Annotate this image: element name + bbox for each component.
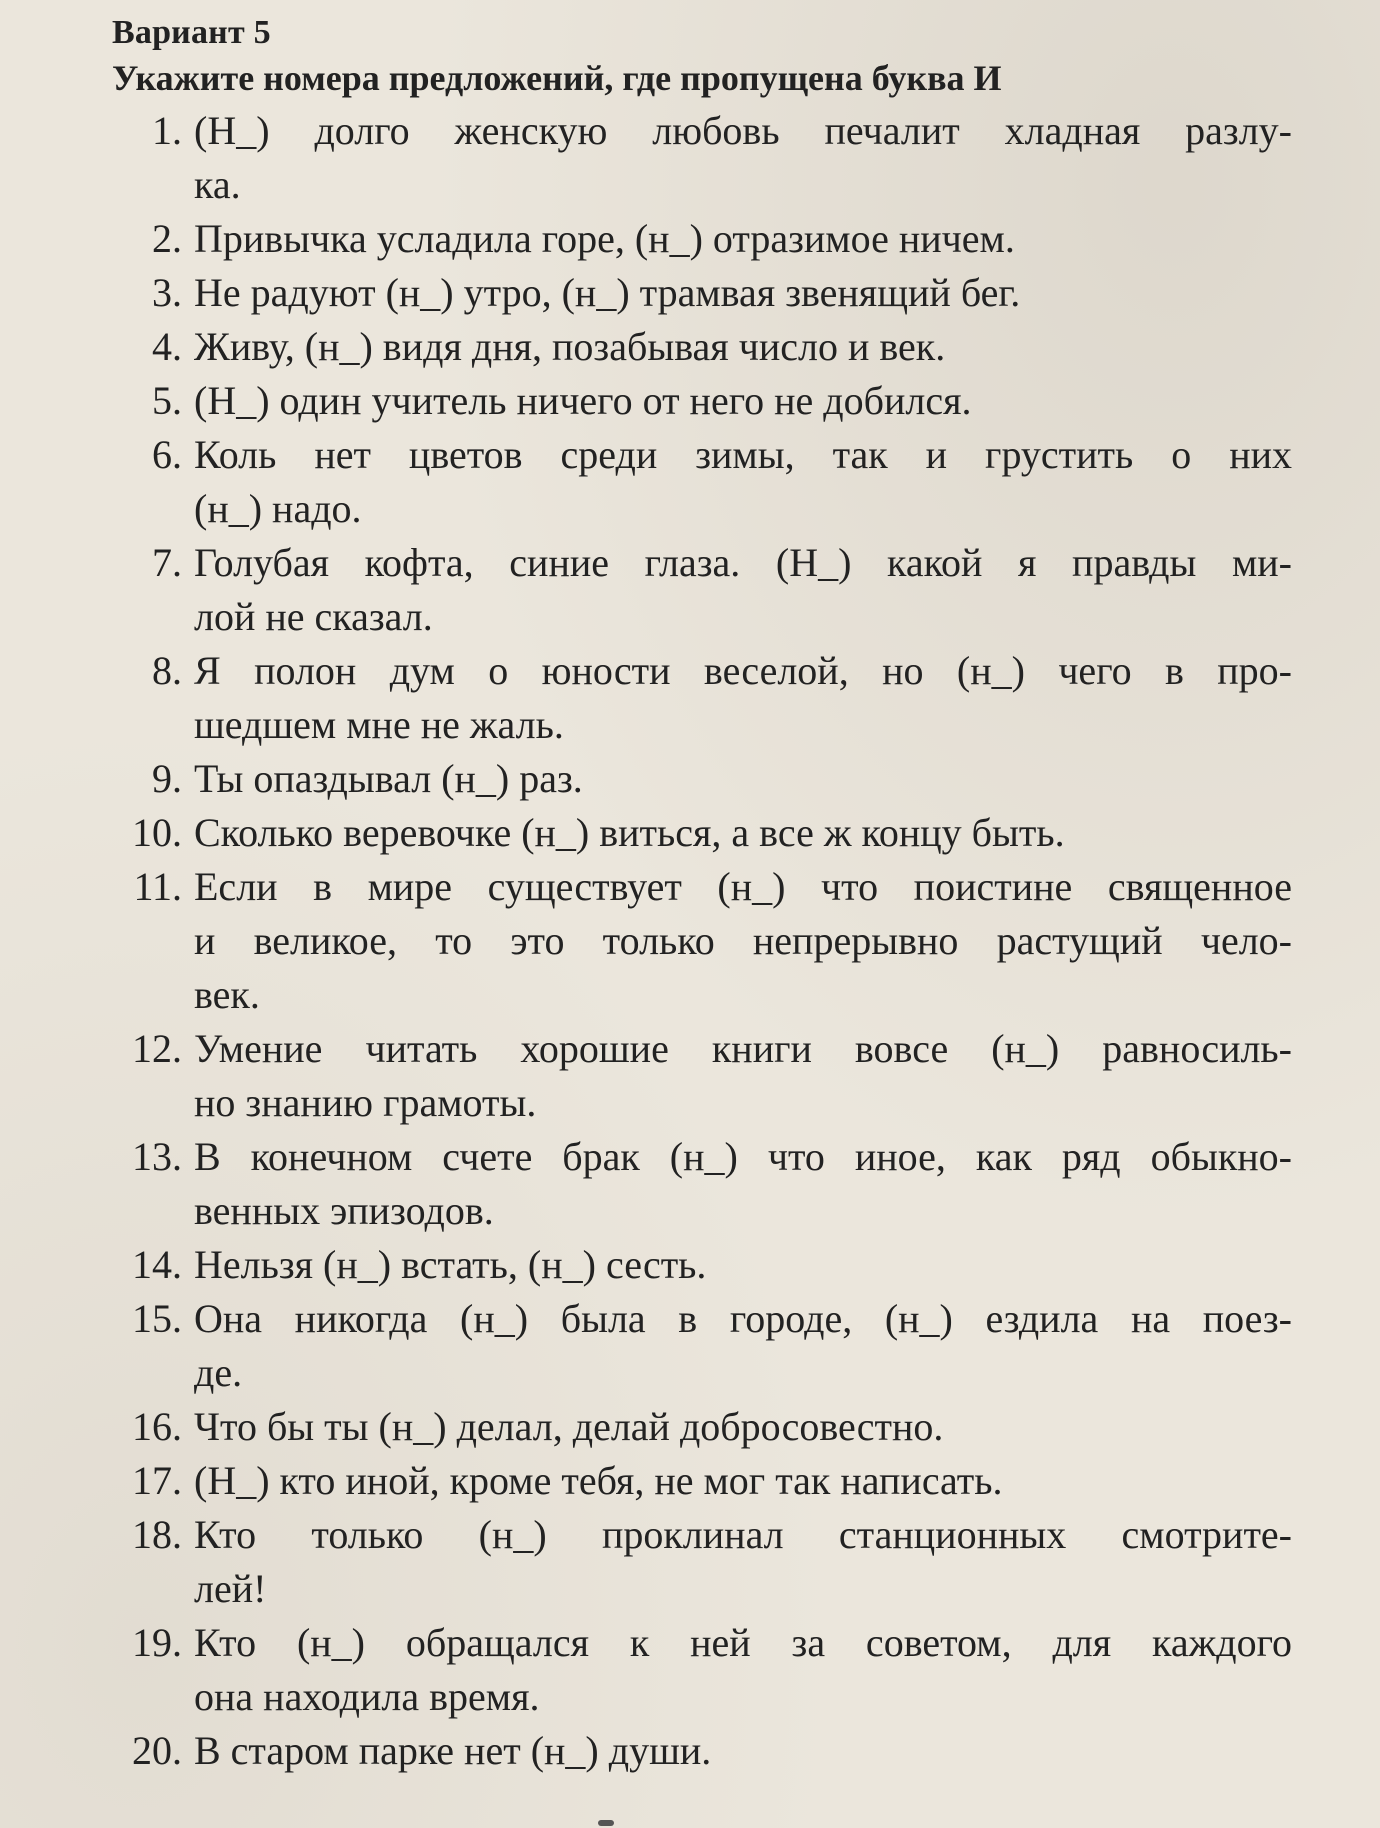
sentence-line: Она никогда (н_) была в городе, (н_) ездила на поез- — [194, 1296, 1292, 1341]
sentence-line: Нельзя (н_) встать, (н_) сесть. — [194, 1242, 707, 1287]
sentence-number: 11. — [133, 864, 182, 909]
sentence-item — [112, 860, 1292, 1022]
sentence-number: 12. — [132, 1026, 182, 1071]
sentence-text — [182, 428, 1292, 536]
sentence-line: Умение читать хорошие книги вовсе (н_) равносиль- — [194, 1026, 1292, 1071]
sentence-text — [182, 860, 1292, 1022]
sentence-number: 2. — [152, 216, 182, 261]
sentence-line: век. — [194, 972, 260, 1017]
sentence-number: 8. — [152, 648, 182, 693]
sentence-line: лой не сказал. — [194, 594, 433, 639]
sentence-line: Голубая кофта, синие глаза. (Н_) какой я правды ми- — [194, 540, 1292, 585]
sentence-line: Что бы ты (н_) делал, делай добросовестно. — [194, 1404, 944, 1449]
sentence-text — [182, 1724, 1292, 1778]
sentence-number: 4. — [152, 324, 182, 369]
sentence-line: В конечном счете брак (н_) что иное, как ряд обыкно- — [194, 1134, 1292, 1179]
sentence-line: де. — [194, 1350, 243, 1395]
sentence-text — [182, 1238, 1292, 1292]
sentence-number: 16. — [132, 1404, 182, 1449]
sentence-item — [112, 1508, 1292, 1616]
sentence-line: Привычка усладила горе, (н_) отразимое ничем. — [194, 216, 1015, 261]
sentence-item — [112, 752, 1292, 806]
sentence-line: Живу, (н_) видя дня, позабывая число и век. — [194, 324, 946, 369]
sentence-text — [182, 320, 1292, 374]
sentence-line: (Н_) кто иной, кроме тебя, не мог так написать. — [194, 1458, 1003, 1503]
variant-heading: Вариант 5 — [112, 14, 271, 51]
page-number-mark — [598, 1820, 614, 1826]
sentence-item — [112, 374, 1292, 428]
sentence-text — [182, 644, 1292, 752]
sentence-item — [112, 1292, 1292, 1400]
sentence-number: 1. — [152, 108, 182, 153]
sentence-line: она находила время. — [194, 1674, 540, 1719]
sentence-line: Если в мире существует (н_) что поистине священное — [194, 864, 1292, 909]
sentence-text — [182, 1508, 1292, 1616]
sentence-number: 13. — [132, 1134, 182, 1179]
sentence-number: 5. — [152, 378, 182, 423]
sentence-item — [112, 212, 1292, 266]
sentence-number: 7. — [152, 540, 182, 585]
sentence-item — [112, 1454, 1292, 1508]
sentence-number: 10. — [132, 810, 182, 855]
sentence-item — [112, 320, 1292, 374]
sentence-item — [112, 644, 1292, 752]
sentence-number: 14. — [132, 1242, 182, 1287]
sentence-line: шедшем мне не жаль. — [194, 702, 564, 747]
sentence-item — [112, 1022, 1292, 1130]
sentence-item — [112, 104, 1292, 212]
sentence-text — [182, 752, 1292, 806]
sentence-text — [182, 1292, 1292, 1400]
sentence-text — [182, 1616, 1292, 1724]
sentence-text — [182, 1130, 1292, 1238]
sentence-number: 9. — [152, 756, 182, 801]
sentence-line: но знанию грамоты. — [194, 1080, 537, 1125]
sentence-item — [112, 1616, 1292, 1724]
sentence-item — [112, 536, 1292, 644]
sentence-number: 15. — [132, 1296, 182, 1341]
sentence-list — [112, 104, 1292, 1778]
sentence-item — [112, 1400, 1292, 1454]
sentence-text — [182, 1454, 1292, 1508]
sentence-line: (Н_) долго женскую любовь печалит хладная разлу- — [194, 108, 1292, 153]
sentence-item — [112, 1130, 1292, 1238]
sentence-text — [182, 536, 1292, 644]
sentence-line: лей! — [194, 1566, 267, 1611]
sentence-number: 18. — [132, 1512, 182, 1557]
sentence-line: Коль нет цветов среди зимы, так и грустить о них — [194, 432, 1292, 477]
exercise-block — [112, 12, 1292, 1778]
sentence-number: 17. — [132, 1458, 182, 1503]
sentence-line: Сколько веревочке (н_) виться, а все ж концу быть. — [194, 810, 1065, 855]
sentence-item — [112, 428, 1292, 536]
sentence-number: 3. — [152, 270, 182, 315]
sentence-line: Кто (н_) обращался к ней за советом, для каждого — [194, 1620, 1292, 1665]
sentence-text — [182, 1400, 1292, 1454]
sentence-item — [112, 1238, 1292, 1292]
sentence-line: (н_) надо. — [194, 486, 362, 531]
sentence-text — [182, 1022, 1292, 1130]
sentence-number: 19. — [132, 1620, 182, 1665]
sentence-number: 6. — [152, 432, 182, 477]
sentence-item — [112, 1724, 1292, 1778]
sentence-item — [112, 266, 1292, 320]
sentence-text — [182, 104, 1292, 212]
sentence-text — [182, 806, 1292, 860]
sentence-text — [182, 212, 1292, 266]
sentence-number: 20. — [132, 1728, 182, 1773]
exercise-instruction: Укажите номера предложений, где пропущена буква И — [112, 58, 1002, 98]
sentence-line: Я полон дум о юности веселой, но (н_) чего в про- — [194, 648, 1292, 693]
sentence-text — [182, 374, 1292, 428]
sentence-line: венных эпизодов. — [194, 1188, 494, 1233]
sentence-line: ка. — [194, 162, 241, 207]
sentence-item — [112, 806, 1292, 860]
sentence-line: Кто только (н_) проклинал станционных смотрите- — [194, 1512, 1292, 1557]
sentence-line: Ты опаздывал (н_) раз. — [194, 756, 583, 801]
sentence-line: (Н_) один учитель ничего от него не добился. — [194, 378, 972, 423]
sentence-line: Не радуют (н_) утро, (н_) трамвая звенящий бег. — [194, 270, 1021, 315]
sentence-line: В старом парке нет (н_) души. — [194, 1728, 712, 1773]
sentence-text — [182, 266, 1292, 320]
sentence-line: и великое, то это только непрерывно растущий чело- — [194, 918, 1292, 963]
